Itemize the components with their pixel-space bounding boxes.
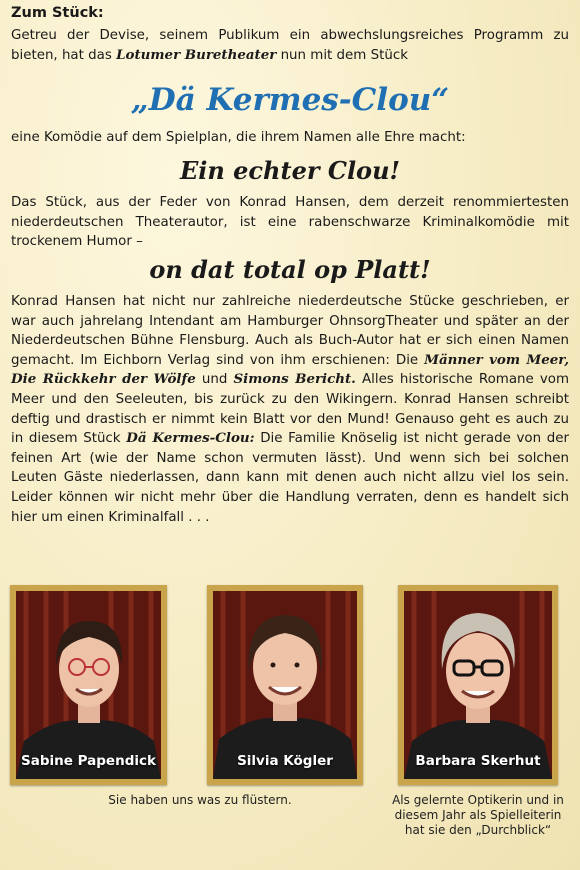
intro-paragraph (11, 26, 569, 65)
body-part1: Konrad Hansen hat nicht nur zahlreiche niederdeutsche Stücke geschrieben, er war auch jahrelang Intendant am Hamburger OhnsorgTheater und später an der Niederdeutschen Bühne Flensburg. Auch als Buch-Autor hat er sich einen Namen gemacht. Im Eichborn Verlag sind von ihm erschienen: Die (11, 294, 569, 368)
author-sentence: Das Stück, aus der Feder von Konrad Hansen, dem derzeit renommiertesten niederdeutschen Theaterautor, ist eine rabenschwarze Kriminalkomödie mit trockenem Humor – (11, 195, 569, 250)
cast-card-silvia (207, 585, 363, 785)
portrait-photo (213, 591, 357, 779)
play-title: „Dä Kermes-Clou“ (130, 82, 450, 118)
body-paragraph (11, 292, 569, 527)
intro-text: Getreu der Devise, seinem Publikum ein abwechslungsreiches Programm zu bieten, hat das (11, 28, 569, 63)
body-and: und (201, 372, 228, 388)
photo-frame (10, 585, 167, 785)
slogan-clou: Ein echter Clou! (179, 156, 401, 185)
intro-text-end: nun mit dem Stück (280, 47, 408, 63)
play-reference: Dä Kermes-Clou: (126, 430, 255, 447)
cast-name: Silvia Kögler (237, 753, 333, 769)
cast-name: Sabine Papendick (21, 753, 156, 769)
theater-name: Lotumer Buretheater (116, 46, 277, 63)
caption-whisper: Sie haben uns was zu flüstern. (108, 793, 292, 807)
section-heading: Zum Stück: (11, 5, 104, 21)
caption-optician: Als gelernte Optikerin und in diesem Jahr als Spielleiterin hat sie den „Durchblick“ (392, 793, 564, 837)
book-title-2: Simons Bericht. (233, 371, 356, 388)
body-part3: Die Familie Knöselig ist nicht gerade von der feinen Art (wie der Name schon vermuten lässt). Und wenn sich bei solchen Leuten Gäste niederlassen, dann kann mit denen auch nicht allzu viel los sein. Leider können wir nicht mehr über die Handlung verraten, denn es handelt sich hier um einen Kriminalfall . . . (11, 431, 569, 525)
slogan-platt: on dat total op Platt! (149, 255, 431, 284)
portrait-photo (16, 591, 161, 779)
photo-frame (207, 585, 363, 785)
photo-frame (398, 585, 558, 785)
body-part2: Alles historische Romane vom Meer und den Seeleuten, bis zurück zu den Wikingern. Konrad Hansen schreibt deftig und drastisch er nimmt kein Blatt vor den Mund! Genauso geht es auch zu in diesem Stück (11, 372, 570, 447)
comedy-sentence: eine Komödie auf dem Spielplan, die ihrem Namen alle Ehre macht: (11, 130, 466, 145)
book-title-1: Männer vom Meer, Die Rückkehr der Wölfe (11, 351, 569, 388)
portrait-photo (404, 591, 552, 779)
cast-card-sabine (10, 585, 167, 785)
cast-card-barbara (398, 585, 558, 785)
cast-name: Barbara Skerhut (415, 753, 541, 769)
